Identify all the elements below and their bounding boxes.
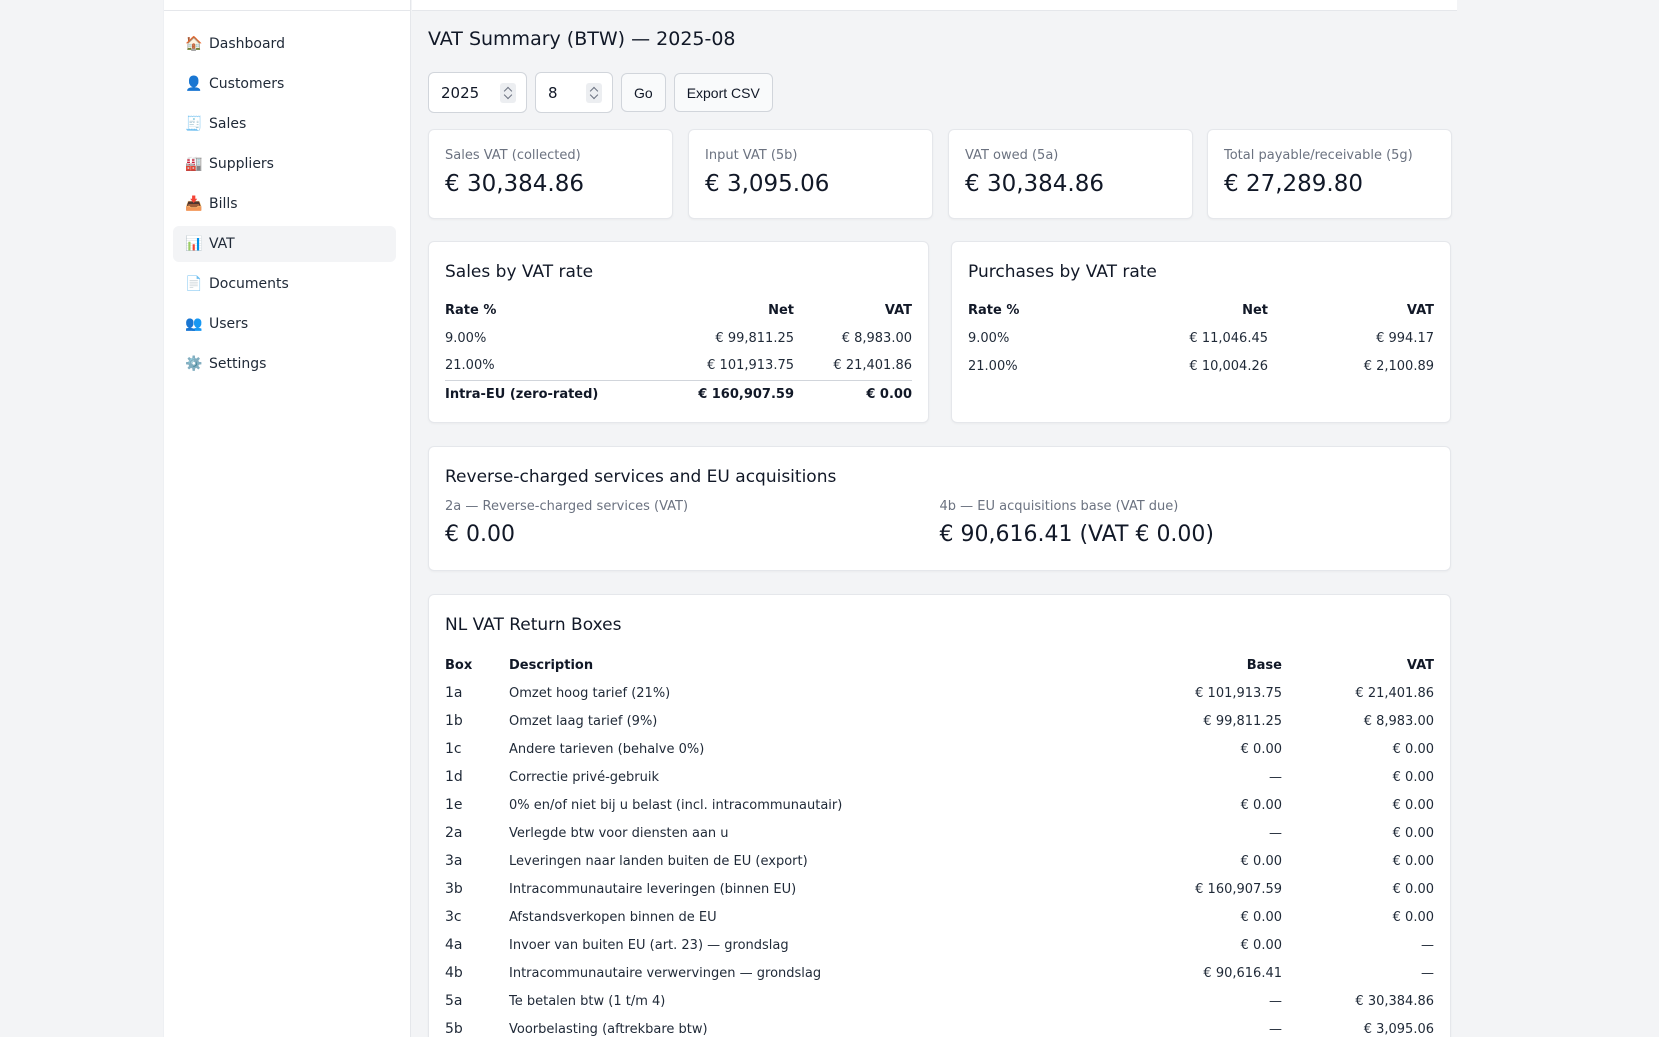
page-title: VAT Summary (BTW) — 2025-08	[428, 28, 736, 50]
vat-cell: € 0.00	[1392, 741, 1434, 757]
sidebar-item-label: Customers	[209, 76, 285, 92]
rc-value: € 0.00	[445, 522, 515, 547]
table-row	[445, 707, 1434, 735]
stat-card-input-vat	[688, 129, 933, 219]
rate-cell: 21.00%	[968, 358, 1018, 374]
box-cell: 1c	[445, 741, 462, 757]
dashboard-icon: 🏠	[185, 36, 203, 52]
box-cell: 4b	[445, 965, 463, 981]
net-cell: € 10,004.26	[1189, 358, 1268, 374]
purchases-by-rate-title: Purchases by VAT rate	[968, 262, 1157, 282]
table-row	[968, 352, 1434, 380]
vat-cell: € 21,401.86	[1355, 685, 1434, 701]
month-value: 8	[548, 83, 558, 102]
vat-cell: € 0.00	[1392, 909, 1434, 925]
box-cell: 3a	[445, 853, 463, 869]
table-row	[445, 679, 1434, 707]
table-row	[445, 352, 912, 380]
base-cell: € 0.00	[1240, 909, 1282, 925]
col-vat: VAT	[1406, 657, 1434, 673]
customers-icon: 👤	[185, 76, 203, 92]
description-cell: Verlegde btw voor diensten aan u	[509, 825, 729, 841]
vat-cell: € 8,983.00	[1363, 713, 1434, 729]
net-cell: € 11,046.45	[1189, 330, 1268, 346]
vat-cell: € 21,401.86	[833, 358, 912, 374]
base-cell: € 0.00	[1240, 937, 1282, 953]
sales-by-rate-title: Sales by VAT rate	[445, 262, 594, 282]
table-row	[445, 763, 1434, 791]
sidebar-item-settings[interactable]	[173, 346, 396, 382]
sidebar-item-label: Dashboard	[209, 36, 285, 52]
table-header-row	[968, 296, 1434, 324]
table-header-row	[445, 296, 912, 324]
year-value: 2025	[441, 83, 480, 102]
box-cell: 1b	[445, 713, 463, 729]
rate-cell: 21.00%	[445, 358, 495, 374]
table-total-row	[445, 380, 912, 408]
base-cell: —	[1269, 769, 1282, 785]
table-row	[445, 875, 1434, 903]
vat-cell: € 0.00	[1392, 881, 1434, 897]
box-cell: 3b	[445, 881, 463, 897]
box-cell: 3c	[445, 909, 462, 925]
vat-cell: € 0.00	[1392, 769, 1434, 785]
stat-label: Sales VAT (collected)	[445, 148, 581, 163]
box-cell: 1a	[445, 685, 463, 701]
rate-cell: 9.00%	[968, 330, 1010, 346]
vat-cell: € 0.00	[1392, 797, 1434, 813]
documents-icon: 📄	[185, 276, 203, 292]
table-row	[445, 791, 1434, 819]
table-row	[968, 324, 1434, 352]
col-vat: VAT	[1406, 302, 1434, 318]
sidebar-item-label: Settings	[209, 356, 267, 372]
bills-icon: 📥	[185, 196, 203, 212]
table-row	[445, 1015, 1434, 1037]
base-cell: —	[1269, 825, 1282, 841]
vat-cell: —	[1421, 965, 1434, 981]
go-button[interactable]: Go	[621, 73, 666, 112]
table-header-row	[445, 651, 1434, 679]
vat-cell: € 0.00	[1392, 825, 1434, 841]
sidebar-item-label: Bills	[209, 196, 238, 212]
suppliers-icon: 🏭	[185, 156, 203, 172]
col-rate: Rate %	[445, 302, 497, 318]
net-cell: € 160,907.59	[660, 380, 794, 408]
rate-cell: 9.00%	[445, 330, 487, 346]
description-cell: 0% en/of niet bij u belast (incl. intracommunautair)	[509, 797, 843, 813]
table-row	[445, 819, 1434, 847]
stat-value: € 30,384.86	[445, 171, 584, 197]
description-cell: Omzet laag tarief (9%)	[509, 713, 658, 729]
sidebar-divider	[164, 10, 410, 11]
vat-cell: —	[1421, 937, 1434, 953]
stat-value: € 3,095.06	[705, 171, 830, 197]
base-cell: € 0.00	[1240, 741, 1282, 757]
col-vat: VAT	[884, 302, 912, 318]
purchases-by-rate-card	[951, 241, 1451, 423]
description-cell: Intracommunautaire verwervingen — grondslag	[509, 965, 822, 981]
return-boxes-title: NL VAT Return Boxes	[445, 615, 622, 635]
vat-cell: € 8,983.00	[841, 330, 912, 346]
col-net: Net	[768, 302, 794, 318]
col-box: Box	[445, 657, 473, 673]
col-base: Base	[1246, 657, 1282, 673]
sales-icon: 🧾	[185, 116, 203, 132]
export-csv-button[interactable]: Export CSV	[674, 73, 773, 112]
description-cell: Afstandsverkopen binnen de EU	[509, 909, 717, 925]
box-cell: 5b	[445, 1021, 463, 1037]
col-rate: Rate %	[968, 302, 1020, 318]
rate-cell: Intra-EU (zero-rated)	[445, 380, 660, 408]
rc-label: 2a — Reverse-charged services (VAT)	[445, 499, 689, 514]
net-cell: € 101,913.75	[707, 358, 794, 374]
description-cell: Omzet hoog tarief (21%)	[509, 685, 671, 701]
users-icon: 👥	[185, 316, 203, 332]
base-cell: —	[1269, 1021, 1282, 1037]
period-controls	[428, 72, 773, 113]
stat-card-vat-owed	[948, 129, 1193, 219]
sidebar-item-customers[interactable]	[173, 66, 396, 102]
sidebar-item-suppliers[interactable]	[173, 146, 396, 182]
reverse-charged-services	[445, 499, 940, 547]
box-cell: 4a	[445, 937, 463, 953]
box-cell: 2a	[445, 825, 463, 841]
month-stepper-icon[interactable]	[586, 83, 602, 103]
sidebar-item-label: Users	[209, 316, 249, 332]
return-boxes-card	[428, 594, 1451, 1037]
year-input[interactable]	[428, 72, 527, 113]
sidebar	[163, 0, 411, 1037]
table-row	[445, 931, 1434, 959]
vat-icon: 📊	[185, 236, 203, 252]
table-row	[445, 987, 1434, 1015]
description-cell: Voorbelasting (aftrekbare btw)	[509, 1021, 708, 1037]
vat-cell: € 30,384.86	[1355, 993, 1434, 1009]
settings-icon: ⚙️	[185, 356, 203, 372]
base-cell: € 101,913.75	[1195, 685, 1282, 701]
sidebar-item-label: VAT	[209, 236, 235, 252]
reverse-charge-title: Reverse-charged services and EU acquisitions	[445, 467, 837, 487]
purchases-by-rate-table	[968, 296, 1434, 380]
year-stepper-icon[interactable]	[500, 83, 516, 103]
description-cell: Leveringen naar landen buiten de EU (export)	[509, 853, 808, 869]
description-cell: Te betalen btw (1 t/m 4)	[509, 993, 666, 1009]
rc-label: 4b — EU acquisitions base (VAT due)	[939, 499, 1179, 514]
sidebar-item-users[interactable]	[173, 306, 396, 342]
topbar	[412, 0, 1457, 11]
stat-value: € 30,384.86	[965, 171, 1104, 197]
sidebar-item-dashboard[interactable]	[173, 26, 396, 62]
stat-label: Total payable/receivable (5g)	[1224, 148, 1413, 163]
vat-cell: € 0.00	[794, 380, 912, 408]
sales-by-rate-table	[445, 296, 912, 408]
box-cell: 5a	[445, 993, 463, 1009]
description-cell: Intracommunautaire leveringen (binnen EU)	[509, 881, 797, 897]
stat-card-sales-vat	[428, 129, 673, 219]
base-cell: —	[1269, 993, 1282, 1009]
rc-value: € 90,616.41 (VAT € 0.00)	[939, 522, 1215, 547]
base-cell: € 0.00	[1240, 853, 1282, 869]
base-cell: € 0.00	[1240, 797, 1282, 813]
month-input[interactable]	[535, 72, 613, 113]
col-description: Description	[509, 657, 594, 673]
sidebar-item-label: Suppliers	[209, 156, 274, 172]
table-row	[445, 847, 1434, 875]
table-row	[445, 735, 1434, 763]
vat-cell: € 2,100.89	[1363, 358, 1434, 374]
base-cell: € 90,616.41	[1203, 965, 1282, 981]
table-row	[445, 324, 912, 352]
table-row	[445, 959, 1434, 987]
stat-value: € 27,289.80	[1224, 171, 1363, 197]
stat-label: Input VAT (5b)	[705, 148, 798, 163]
description-cell: Invoer van buiten EU (art. 23) — grondslag	[509, 937, 789, 953]
sidebar-item-documents[interactable]	[173, 266, 396, 302]
base-cell: € 160,907.59	[1195, 881, 1282, 897]
sidebar-item-vat[interactable]	[173, 226, 396, 262]
return-boxes-table	[445, 651, 1434, 1037]
col-net: Net	[1242, 302, 1268, 318]
vat-cell: € 0.00	[1392, 853, 1434, 869]
eu-acquisitions	[940, 499, 1435, 547]
sidebar-item-bills[interactable]	[173, 186, 396, 222]
stat-card-total-payable	[1207, 129, 1452, 219]
box-cell: 1e	[445, 797, 463, 813]
table-row	[445, 903, 1434, 931]
net-cell: € 99,811.25	[715, 330, 794, 346]
base-cell: € 99,811.25	[1203, 713, 1282, 729]
description-cell: Correctie privé-gebruik	[509, 769, 660, 785]
vat-cell: € 994.17	[1376, 330, 1434, 346]
vat-cell: € 3,095.06	[1363, 1021, 1434, 1037]
sales-by-rate-card	[428, 241, 929, 423]
sidebar-item-sales[interactable]	[173, 106, 396, 142]
sidebar-nav	[173, 26, 396, 386]
reverse-charge-card	[428, 446, 1451, 571]
description-cell: Andere tarieven (behalve 0%)	[509, 741, 705, 757]
box-cell: 1d	[445, 769, 463, 785]
sidebar-item-label: Documents	[209, 276, 289, 292]
stat-label: VAT owed (5a)	[965, 148, 1059, 163]
sidebar-item-label: Sales	[209, 116, 247, 132]
